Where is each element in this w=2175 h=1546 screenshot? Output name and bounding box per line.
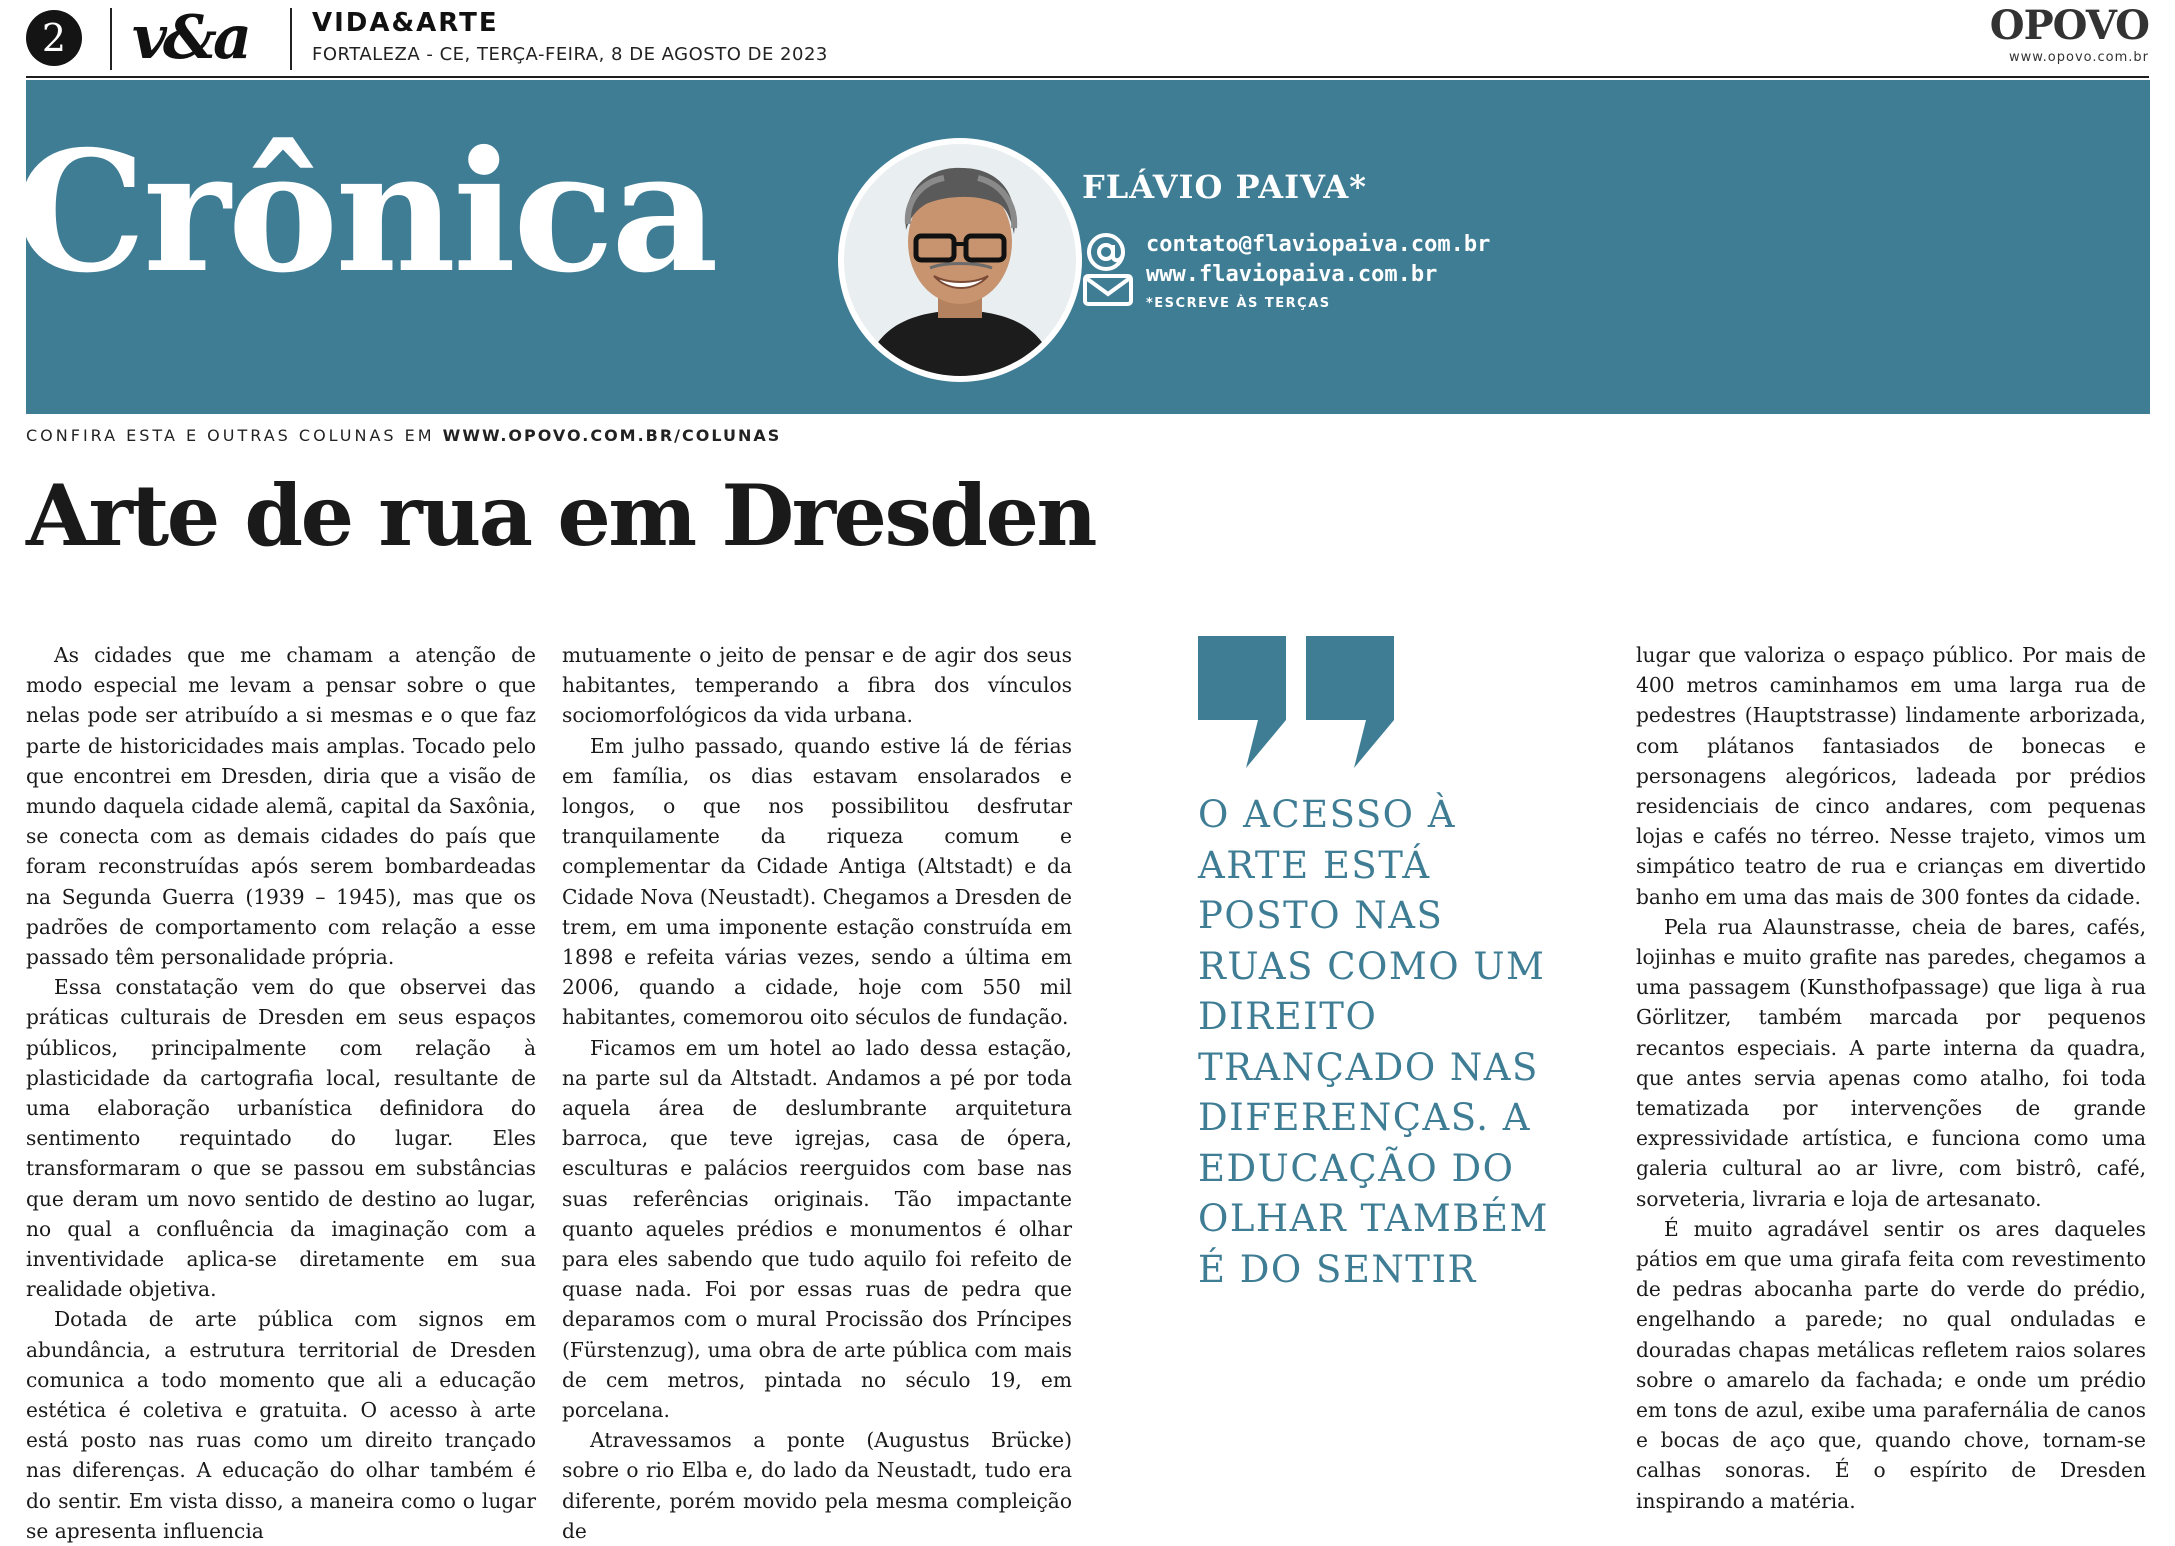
article-paragraph: Dotada de arte pública com signos em abundância, a estrutura territorial de Dresden comunica a todo momento que ali a educação estética é coletiva e gratuita. O acesso à arte está posto nas ruas como um direito trançado nas diferenças. A educação do olhar também é do sentir. Em vista disso, a maneira como o lugar se apresenta influencia (26, 1307, 536, 1543)
header-rule (26, 76, 2149, 78)
author-name: FLÁVIO PAIVA* (1082, 168, 1367, 206)
article-headline: Arte de rua em Dresden (26, 466, 1095, 565)
article-paragraph: É muito agradável sentir os ares daqueles pátios em que uma girafa feita com revestimento de pedras abocanha parte do verde do prédio, engelhando a parede; no qual onduladas e douradas chapas metálicas refletem raios solares sobre o amarelo da fachada; e onde um prédio em tons de azul, exibe uma parafernália de canos e bocas de aço que, quando chove, tornam-se calhas sonoras. É o espírito de Dresden inspirando a matéria. (1636, 1216, 2146, 1513)
author-website-link[interactable]: www.flaviopaiva.com.br (1146, 262, 1438, 287)
header-divider (290, 8, 292, 70)
section-name: VIDA&ARTE (312, 8, 499, 38)
dateline: FORTALEZA - CE, TERÇA-FEIRA, 8 DE AGOSTO DE 2023 (312, 44, 828, 65)
quote-marks-icon (1198, 636, 1402, 768)
author-portrait-icon (844, 144, 1076, 376)
column-title: Crônica (14, 115, 716, 310)
newspaper-logo: OPOVO (1989, 2, 2149, 49)
article-column-2 (562, 640, 1072, 1546)
article-paragraph: Atravessamos a ponte (Augustus Brücke) sobre o rio Elba e, do lado da Neustadt, tudo era diferente, porém movido pela mesma compleição de (562, 1428, 1072, 1543)
article-paragraph: lugar que valoriza o espaço público. Por mais de 400 metros caminhamos em uma larga rua de pedestres (Hauptstrasse) lindamente arborizada, com plátanos fantasiados de bonecas e personagens alegóricos, ladeada por prédios residenciais de cinco andares, com pequenas lojas e cafés no térreo. Nesse trajeto, vimos um simpático teatro de rua e crianças em divertido banho em uma das mais de 300 fontes da cidade. (1636, 643, 2146, 909)
columns-promo-text: CONFIRA ESTA E OUTRAS COLUNAS EM (26, 426, 443, 445)
article-paragraph: mutuamente o jeito de pensar e de agir dos seus habitantes, temperando a fibra dos vínculos sociomorfológicos da vida urbana. (562, 643, 1072, 728)
columns-promo-link[interactable]: WWW.OPOVO.COM.BR/COLUNAS (442, 426, 782, 445)
section-logo: v&a (132, 3, 248, 73)
article-paragraph: Ficamos em um hotel ao lado dessa estação, na parte sul da Altstadt. Andamos a pé por toda aquela área de deslumbrante arquitetura barroca, que teve igrejas, casa de ópera, esculturas e palácios reerguidos com base nas suas referências originais. Tão impactante quanto aqueles prédios e monumentos é olhar para eles sabendo que tudo aquilo foi refeito de quase nada. Foi por essas ruas de pedra que deparamos com o mural Procissão dos Príncipes (Fürstenzug), uma obra de arte pública com mais de cem metros, pintada no século 19, em porcelana. (562, 1035, 1072, 1423)
author-email-link[interactable]: contato@flaviopaiva.com.br (1146, 232, 1491, 257)
page-number: 2 (26, 10, 82, 66)
pull-quote: O ACESSO À ARTE ESTÁ POSTO NAS RUAS COMO UM DIREITO TRANÇADO NAS DIFERENÇAS. A EDUCAÇÃO DO OLHAR TAMBÉM É DO SENTIR (1198, 793, 1549, 1291)
columns-promo (26, 426, 781, 445)
article-paragraph: Pela rua Alaunstrasse, cheia de bares, cafés, lojinhas e muito grafite nas paredes, chegamos a uma passagem (Kunsthofpassage) que liga à rua Görlitzer, também marcada por pequenos recantos especiais. A parte interna da quadra, que antes servia apenas como atalho, foi toda tematizada por intervenções de grande expressividade artística, e funciona como uma galeria cultural ao ar livre, com bistrô, café, sorveteria, livraria e loja de artesanato. (1636, 914, 2146, 1211)
newspaper-url: www.opovo.com.br (2008, 50, 2149, 65)
article-column-4 (1636, 640, 2146, 1516)
article-paragraph: Essa constatação vem do que observei das práticas culturais de Dresden em seus espaços públicos, principalmente com relação à plasticidade da cartografia local, resultante de uma elaboração urbanística definidora do sentimento requintado do lugar. Eles transformaram o que se passou em substâncias que deram um novo sentido de destino ao lugar, no qual a confluência da imaginação com a inventividade aplica-se diretamente em sua realidade objetiva. (26, 975, 536, 1302)
article-paragraph: As cidades que me chamam a atenção de modo especial me levam a pensar sobre o que nelas pode ser atribuído a si mesmas e o que faz parte de historicidades mais amplas. Tocado pelo que encontrei em Dresden, diria que a visão de mundo daquela cidade alemã, capital da Saxônia, se conecta com as demais cidades do país que foram reconstruídas após serem bombardeadas na Segunda Guerra (1939 – 1945), mas que os padrões de comportamento com relação a esse passado têm personalidade própria. (26, 643, 536, 970)
contact-icons (1082, 232, 1138, 308)
article-column-1 (26, 640, 536, 1546)
article-paragraph: Em julho passado, quando estive lá de férias em família, os dias estavam ensolarados e longos, o que nos possibilitou desfrutar tranquilamente da riqueza comum e complementar da Cidade Antiga (Altstadt) e da Cidade Nova (Neustadt). Chegamos a Dresden de trem, em uma imponente estação construída em 1898 e refeita várias vezes, sendo a última em 2006, quando a cidade, hoje com 550 mil habitantes, comemorou oito séculos de fundação. (562, 733, 1072, 1030)
column-schedule-note: *ESCREVE ÀS TERÇAS (1146, 296, 1331, 311)
header-divider (110, 8, 112, 70)
envelope-icon (1085, 276, 1131, 304)
author-photo (838, 138, 1082, 382)
at-sign-icon (1089, 235, 1123, 269)
